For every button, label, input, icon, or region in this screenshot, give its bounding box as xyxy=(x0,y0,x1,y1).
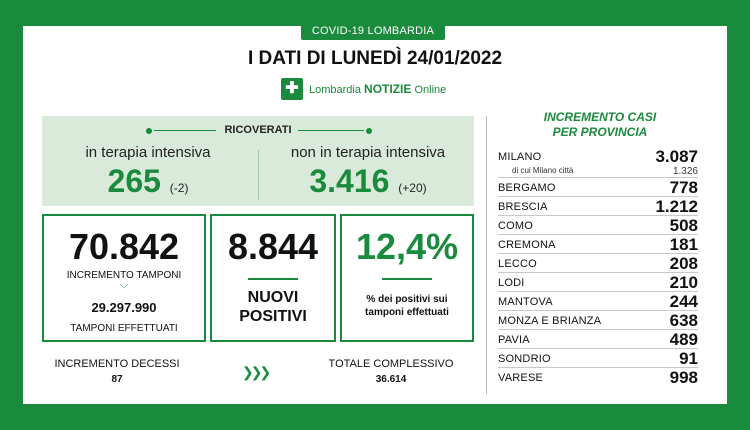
non-terapia-intensiva-label: non in terapia intensiva xyxy=(290,144,446,161)
terapia-intensiva-delta: (-2) xyxy=(169,181,189,195)
percentuale-value: 12,4% xyxy=(355,226,459,267)
terapia-intensiva-label: in terapia intensiva xyxy=(85,144,211,161)
percentuale-box xyxy=(340,214,474,342)
ricoverati-panel xyxy=(42,116,474,206)
totale-decessi-block xyxy=(306,358,476,385)
province-value: 638 xyxy=(669,311,698,330)
province-row-pavia xyxy=(498,330,698,349)
terapia-intensiva-stat xyxy=(48,163,248,200)
page-title: I DATI DI LUNEDÌ 24/01/2022 xyxy=(247,48,503,69)
province-row-como xyxy=(498,216,698,235)
incremento-decessi-label: INCREMENTO DECESSI xyxy=(54,358,180,370)
province-value: 91 xyxy=(679,349,698,368)
nuovi-positivi-value: 8.844 xyxy=(227,226,319,267)
percentuale-label xyxy=(342,294,472,318)
province-name: COMO xyxy=(498,220,534,232)
non-terapia-intensiva-block xyxy=(268,144,468,200)
divider xyxy=(486,116,487,394)
non-terapia-intensiva-stat xyxy=(268,163,468,200)
province-value: 208 xyxy=(669,254,698,273)
divider xyxy=(258,150,259,200)
province-row-brescia xyxy=(498,197,698,216)
province-name: MANTOVA xyxy=(498,296,553,308)
tamponi-totale-label: TAMPONI EFFETTUATI xyxy=(70,323,178,334)
divider xyxy=(382,278,432,280)
province-row-cremona xyxy=(498,235,698,254)
tamponi-totale-value: 29.297.990 xyxy=(91,300,157,315)
nuovi-positivi-label-line2: POSITIVI xyxy=(239,308,307,325)
totale-decessi-value: 36.614 xyxy=(375,374,407,385)
brand-notizie: NOTIZIE xyxy=(364,82,412,96)
province-name: MONZA E BRIANZA xyxy=(498,315,602,327)
lombardia-cross-icon: ✚ xyxy=(281,78,303,100)
divider xyxy=(298,130,364,131)
province-name: MILANO xyxy=(498,151,542,163)
incremento-decessi-value: 87 xyxy=(111,374,123,385)
province-value: 1.212 xyxy=(655,197,698,216)
nuovi-positivi-label-line1: NUOVI xyxy=(247,289,299,306)
province-title-line2: PER PROVINCIA xyxy=(552,125,648,139)
nuovi-positivi-box xyxy=(210,214,336,342)
province-value: 181 xyxy=(669,235,698,254)
province-value: 489 xyxy=(669,330,698,349)
terapia-intensiva-block xyxy=(48,144,248,200)
province-name: BERGAMO xyxy=(498,182,556,194)
province-row-lodi xyxy=(498,273,698,292)
brand-regione: Lombardia xyxy=(309,84,361,96)
non-terapia-intensiva-delta: (+20) xyxy=(398,181,427,195)
province-row-mantova xyxy=(498,292,698,311)
nuovi-positivi-label xyxy=(212,288,334,326)
divider xyxy=(248,278,298,280)
province-row-bergamo xyxy=(498,178,698,197)
province-value: 210 xyxy=(669,273,698,292)
province-name: VARESE xyxy=(498,372,544,384)
header-tag: COVID-19 LOMBARDIA xyxy=(301,22,445,40)
province-name: PAVIA xyxy=(498,334,530,346)
province-row-monza-e-brianza xyxy=(498,311,698,330)
province-value: 998 xyxy=(669,368,698,387)
non-terapia-intensiva-value: 3.416 xyxy=(309,163,390,199)
chevron-down-icon: ﹀ xyxy=(119,284,129,294)
province-name: LODI xyxy=(498,277,525,289)
province-value: 778 xyxy=(669,178,698,197)
province-row-milano xyxy=(498,147,698,178)
tamponi-box xyxy=(42,214,206,342)
incremento-decessi-block xyxy=(42,358,192,385)
incremento-tamponi-label: INCREMENTO TAMPONI xyxy=(66,270,182,281)
province-value: 3.087 xyxy=(655,147,698,166)
province-name: BRESCIA xyxy=(498,201,548,213)
province-row-sondrio xyxy=(498,349,698,368)
province-title-line1: INCREMENTO CASI xyxy=(543,110,657,124)
province-row-lecco xyxy=(498,254,698,273)
province-value: 508 xyxy=(669,216,698,235)
percentuale-label-line1: % dei positivi sui xyxy=(366,294,448,305)
milano-citta-value: 1.326 xyxy=(672,166,698,177)
province-list xyxy=(498,147,698,387)
province-row-varese xyxy=(498,368,698,387)
brand-name xyxy=(309,82,446,96)
dot-icon xyxy=(366,128,372,134)
totale-decessi-label: TOTALE COMPLESSIVO xyxy=(328,358,454,370)
province-value: 244 xyxy=(669,292,698,311)
milano-citta-label: di cui Milano città xyxy=(512,166,574,175)
incremento-tamponi-value: 70.842 xyxy=(68,226,180,267)
terapia-intensiva-value: 265 xyxy=(107,163,161,199)
brand-online: Online xyxy=(414,84,447,96)
province-name: CREMONA xyxy=(498,239,556,251)
ricoverati-label: RICOVERATI xyxy=(224,124,292,136)
province-name: SONDRIO xyxy=(498,353,551,365)
percentuale-label-line2: tamponi effettuati xyxy=(365,307,449,318)
brand-logo-group xyxy=(281,77,446,101)
chevron-right-icon: ❯❯❯ xyxy=(242,364,269,380)
province-title xyxy=(500,110,700,140)
province-name: LECCO xyxy=(498,258,537,270)
